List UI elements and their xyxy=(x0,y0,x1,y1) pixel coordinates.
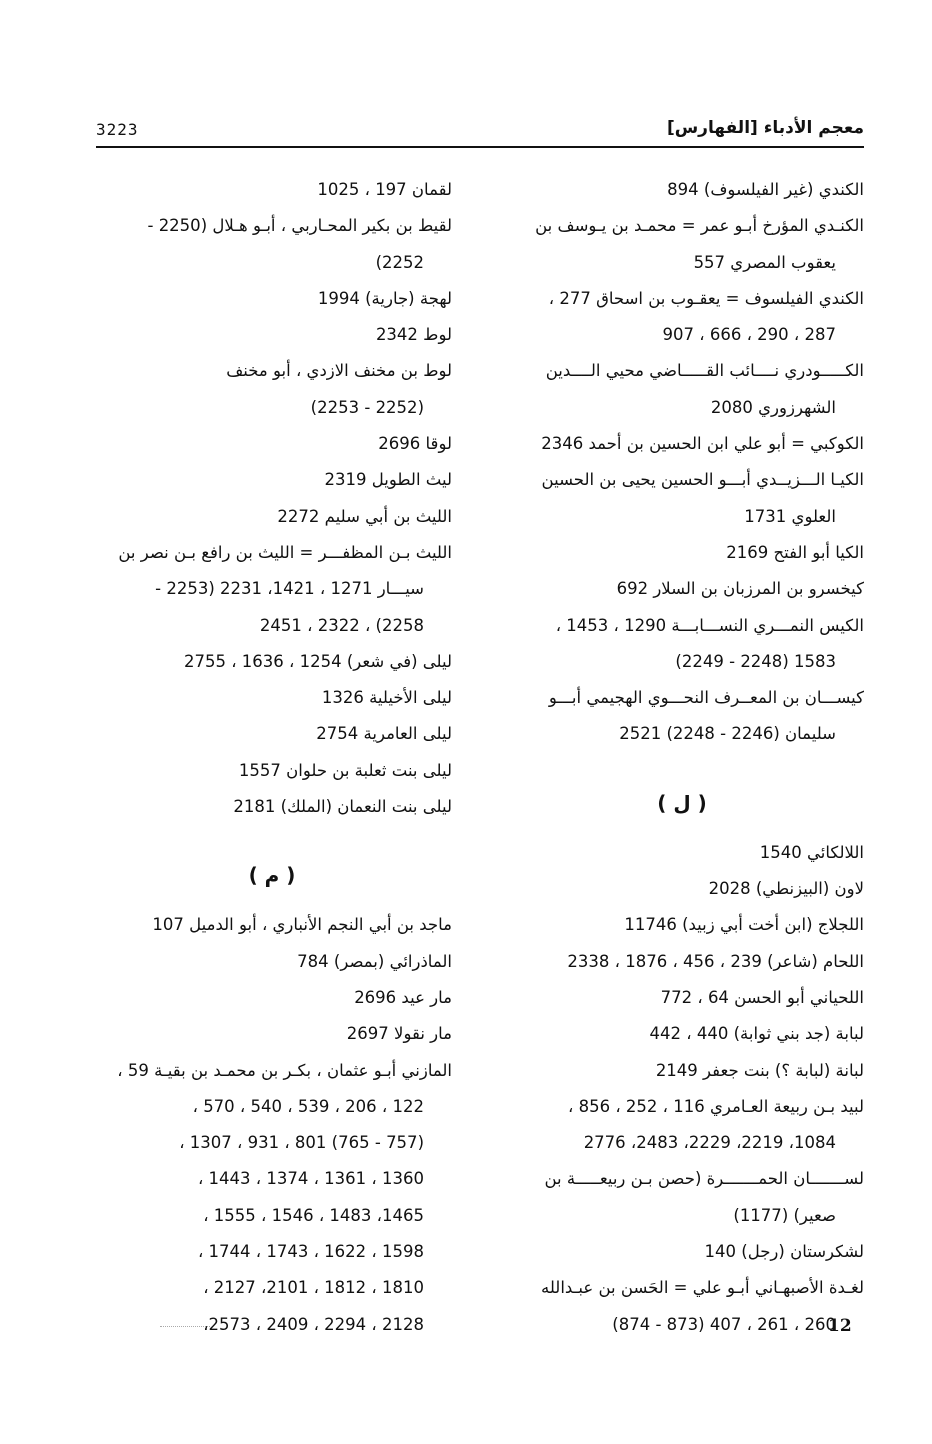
index-entry-line: لغـدة الأصبهـاني أبـو علي = الحَسن بن عبـدالله xyxy=(541,1278,864,1298)
index-entry-line: 122 ، 206 ، 539 ، 540 ، 570 ، xyxy=(192,1096,424,1116)
index-entry-line: لبابة (جد بني ثوابة) 440 ، 442 xyxy=(649,1024,864,1044)
index-entry-line: الكيا أبو الفتح 2169 xyxy=(726,542,864,562)
index-entry-line: 2128 ، 2294 ، 2409 ، 2573، xyxy=(203,1314,424,1334)
index-entry-line: الكيس النمـــري النســـابـــة 1290 ، 1453 ، xyxy=(555,615,864,635)
running-title: معجم الأدباء [الفهارس] xyxy=(666,118,864,138)
section-gap xyxy=(500,753,864,771)
index-entry-line: لســـــــان الحمـــــــرة (حصن بـن ربيعـــــة بن xyxy=(544,1169,864,1189)
index-entry-line: (2252 - 2253) xyxy=(310,397,424,417)
index-entry-line: سيـــار 1271 ، 1421، 2231 (2253 - xyxy=(155,579,424,599)
index-entry-line: الكيـا الـــزيــدي أبـــو الحسين يحيى بن الحسين xyxy=(541,470,864,490)
index-entry-line: الشهرزوري 2080 xyxy=(710,397,836,417)
index-entry-line: 1465، 1483 ، 1546 ، 1555 ، xyxy=(203,1205,424,1225)
index-entry-line: الماذرائي (بمصر) 784 xyxy=(297,951,452,971)
index-entry-line: سليمان (2246 - 2248) 2521 xyxy=(619,724,836,744)
index-entry-line: لهجة (جارية) 1994 xyxy=(317,288,452,308)
index-entry-line: ليلى الأخيلية 1326 xyxy=(321,688,452,708)
header-page-number: 3223 xyxy=(96,120,139,139)
index-entry-line: الكـــــودري نــــائب القـــــاضي محيي الــــدين xyxy=(545,361,864,381)
index-entry-line: 1583 (2248 - 2249) xyxy=(675,651,836,671)
index-entry-line: ماجد بن أبي النجم الأنباري ، أبو الدميل 107 xyxy=(152,915,452,935)
index-entry-line: ليث الطويل 2319 xyxy=(324,470,452,490)
index-entry-line: العلوي 1731 xyxy=(744,506,836,526)
index-entry-line: 1810 ، 1812 ، 2101، 2127 ، xyxy=(203,1278,424,1298)
index-entry-line: الكنـدي المؤرخ أبـو عمر = محمـد بن يـوسف بن xyxy=(535,216,864,236)
index-entry-line: لوط بن مخنف الازدي ، أبو مخنف xyxy=(226,361,452,381)
index-entry-line: كيخسرو بن المرزبان بن السلار 692 xyxy=(616,579,864,599)
index-entry-line: يعقوب المصري 557 xyxy=(693,252,836,272)
index-entry-line: مار نقولا 2697 xyxy=(346,1024,452,1044)
index-entry-line: الليث بن أبي سليم 2272 xyxy=(277,506,452,526)
index-entry-line: لوط 2342 xyxy=(375,325,452,345)
index-entry-line: ليلى (في شعر) 1254 ، 1636 ، 2755 xyxy=(183,651,452,671)
index-entry-line: اللالكائي 1540 xyxy=(759,842,864,862)
index-entry-line: لبانة (لبابة ؟) بنت جعفر 2149 xyxy=(655,1060,864,1080)
footer-page-number: 12 xyxy=(828,1316,852,1336)
index-column-left xyxy=(92,172,452,1343)
index-column-right xyxy=(500,172,864,1343)
index-entry-line: اللحام (شاعر) 239 ، 456 ، 1876 ، 2338 xyxy=(567,951,864,971)
index-entry-line: المازني أبـو عثمان ، بكـر بن محمـد بن بقيـة 59 ، xyxy=(117,1060,452,1080)
footer-smudge xyxy=(160,1326,210,1327)
index-entry-line: (757 - 765) 801 ، 931 ، 1307 ، xyxy=(179,1133,424,1153)
section-heading-mim: ( م ) xyxy=(248,863,296,888)
index-entry-line: اللجلاج (ابن أخت أبي زبيد) 11746 xyxy=(624,915,864,935)
entries-mim xyxy=(92,907,452,1343)
index-entry-line: كيســـان بن المعــرف النحـــوي الهجيمي أبـــو xyxy=(548,688,864,708)
index-entry-line: لوقا 2696 xyxy=(378,434,452,454)
index-entry-line: الليث بـن المظفـــر = الليث بن رافع بـن نصر بن xyxy=(118,542,452,562)
index-entry-line: ليلى العامرية 2754 xyxy=(316,724,452,744)
index-entry-line: ليلى بنت ثعلبة بن حلوان 1557 xyxy=(238,760,452,780)
index-entry-line: لبيد بـن ربيعة العـامري 116 ، 252 ، 856 ، xyxy=(568,1096,864,1116)
index-entry-line: ليلى بنت النعمان (الملك) 2181 xyxy=(233,797,452,817)
index-entry-line: لشكرستان (رجل) 140 xyxy=(704,1242,864,1262)
index-entry-line: صعير) (1177) xyxy=(733,1205,836,1225)
index-entry-line: لقيط بن بكير المحـاربي ، أبـو هـلال (2250 - xyxy=(147,216,452,236)
index-entry-line: 260 ، 261 ، 407 (873 - 874) xyxy=(612,1314,836,1334)
index-entry-line: 1084، 2219، 2229، 2483، 2776 xyxy=(583,1133,836,1153)
entries-lam xyxy=(500,835,864,1343)
index-entry-line: اللحياني أبو الحسن 64 ، 772 xyxy=(660,987,864,1007)
index-entry-line: مار عيد 2696 xyxy=(354,987,452,1007)
index-entry-line: 2258) ، 2322 ، 2451 xyxy=(259,615,424,635)
entries-lam-cont xyxy=(92,172,452,825)
index-entry-line: 1598 ، 1622 ، 1743 ، 1744 ، xyxy=(197,1242,424,1262)
index-entry-line: الكوكبي = أبو علي ابن الحسين بن أحمد 2346 xyxy=(541,434,864,454)
index-entry-line: الكندي (غير الفيلسوف) 894 xyxy=(667,180,864,199)
index-entry-line: 2252) xyxy=(375,252,424,272)
index-entry-line: لاون (البيزنطي) 2028 xyxy=(708,879,864,899)
entries-kaf-end xyxy=(500,172,864,753)
index-entry-line: 1360 ، 1361 ، 1374 ، 1443 ، xyxy=(197,1169,424,1189)
index-entry-line: 287 ، 290 ، 666 ، 907 xyxy=(662,325,836,345)
section-heading-lam: ( ل ) xyxy=(657,790,707,815)
index-entry-line: الكندي الفيلسوف = يعقـوب بن اسحاق 277 ، xyxy=(548,288,864,308)
index-entry-line: لقمان 197 ، 1025 xyxy=(317,180,452,199)
section-gap xyxy=(92,825,452,843)
header-rule xyxy=(96,146,864,148)
